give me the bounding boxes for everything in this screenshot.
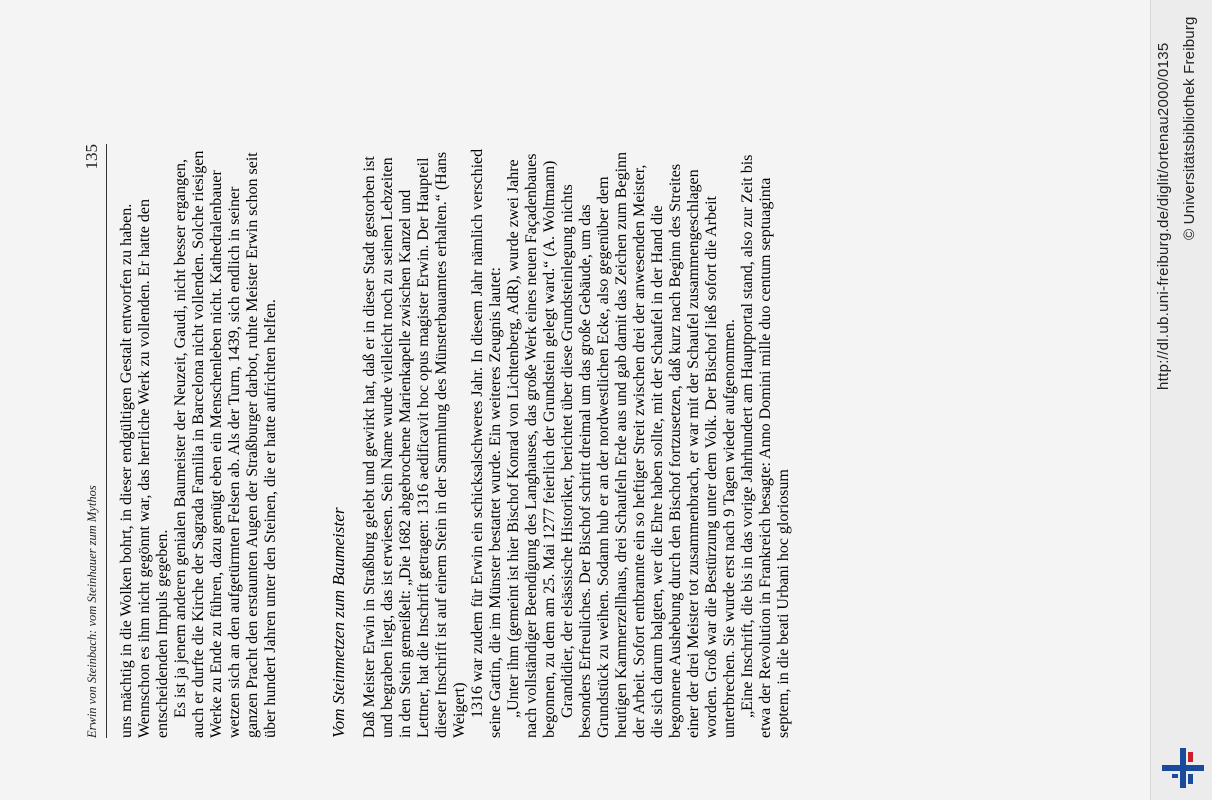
paragraph: „Eine Inschrift, die bis in das vorige Jahrhundert am Hauptportal stand, also zur Zeit bis etwa der Revolution in Frankreich besagte: Anno Domini mille duo centum septuaginta septem, in die beati Urbani hoc gloriosum <box>738 154 792 738</box>
page-number: 135 <box>82 144 101 170</box>
paragraph: uns mächtig in die Wolken bohrt, in dieser endgültigen Gestalt entworfen zu haben. Wennschon es ihm nicht gegönnt war, das herrliche Werk zu vollenden. Er hatte den entscheidenden Impuls gegeben. <box>118 199 171 738</box>
quote-paragraph: „Unter ihm (gemeint ist hier Bischof Konrad von Lichtenberg, AdR), wurde zwei Jahre nach vollständiger Beendigung des Langhauses, das große Werk eines neuen Façadenbaues begonnen, zu dem am 25. Mai 1277 feierlich der Grundstein gelegt ward.“ (A. Woltmann) <box>504 153 558 738</box>
university-library-logo-icon <box>1162 748 1204 788</box>
running-header <box>82 144 107 738</box>
page-body <box>118 144 793 738</box>
section-heading: Vom Steinmetzen zum Baumeister <box>329 507 348 738</box>
library-sidebar-strip <box>1150 0 1212 800</box>
running-title: Erwin von Steinbach: vom Steinhauer zum Mythos <box>85 485 99 738</box>
paragraph: Es ist ja jenem anderen genialen Baumeister der Neuzeit, Gaudi, nicht besser ergangen, auch er durfte die Kirche der Sagrada Familia in Barcelona nicht vollenden. Solche riesigen Werke zu Ende zu führen, dazu genügt eben ein Menschenleben nicht. Kathedralenbauer wetzen sich an den aufgetürmten Felsen ab. Als der Turm, 1439, sich endlich in seiner ganzen Pracht den erstaunten Augen der Straßburger darbot, ruhte Meister Erwin schon seit über hundert Jahren unter den Steinen, die er hatte aufrichten helfen. <box>172 150 279 738</box>
paragraph: Daß Meister Erwin in Straßburg gelebt und gewirkt hat, daß er in dieser Stadt gestorben ist und begraben liegt, das ist erwiesen. Sein Name wurde vielleicht noch zu seinen Lebzeiten in den Stein gemeißelt: „Die 1682 abgebrochene Marienkapelle zwischen Kanzel und Lettner, hat die Inschrift getragen: 1316 aedificavit hoc opus magister Erwin. Der Haupteil dieser Inschrift ist auf einem Stein in der Sammlung des Münsterbauamtes erhalten.“ (Hans Weigert) <box>360 151 468 738</box>
paragraph: Grandidier, der elsässische Historiker, berichtet über diese Grundsteinlegung nichts besonders Erfreuliches. Der Bischof schritt dreimal um das große Gebäude, um das Grundstück zu weihen. Sodann hub er an der nordwestlichen Ecke, also gegenüber dem heutigen Kammerzellhaus, drei Schaufeln Erde aus und gab damit das Zeichen zum Beginn der Arbeit. Sofort entbrannte ein so heftiger Streit zwischen drei der anwesenden Meister, die sich darum balgten, wer die Ehre haben sollte, mit der Schaufel in der Hand die begonnene Aushebung durch den Bischof fortzusetzen, daß kurz nach Beginn des Streites einer der drei Meister tot zusammenbrach, er war mit der Schaufel zusammengeschlagen worden. Groß war die Bestürzung unter dem Volk. Der Bischof ließ sofort die Arbeit unterbrechen. Sie wurde erst nach 9 Tagen wieder aufgenommen. <box>558 151 738 738</box>
source-url-link[interactable]: http://dl.ub.uni-freiburg.de/diglit/ortenau2000/0135 <box>1155 42 1172 390</box>
copyright-credit: © Universitätsbibliothek Freiburg <box>1181 16 1198 240</box>
paragraph: 1316 war zudem für Erwin ein schicksalschweres Jahr. In diesem Jahr nämlich verschied seine Gattin, die im Münster bestattet wurde. Ein weiteres Zeugnis lautet: <box>468 148 504 738</box>
rotated-strip-content <box>1151 0 1212 800</box>
